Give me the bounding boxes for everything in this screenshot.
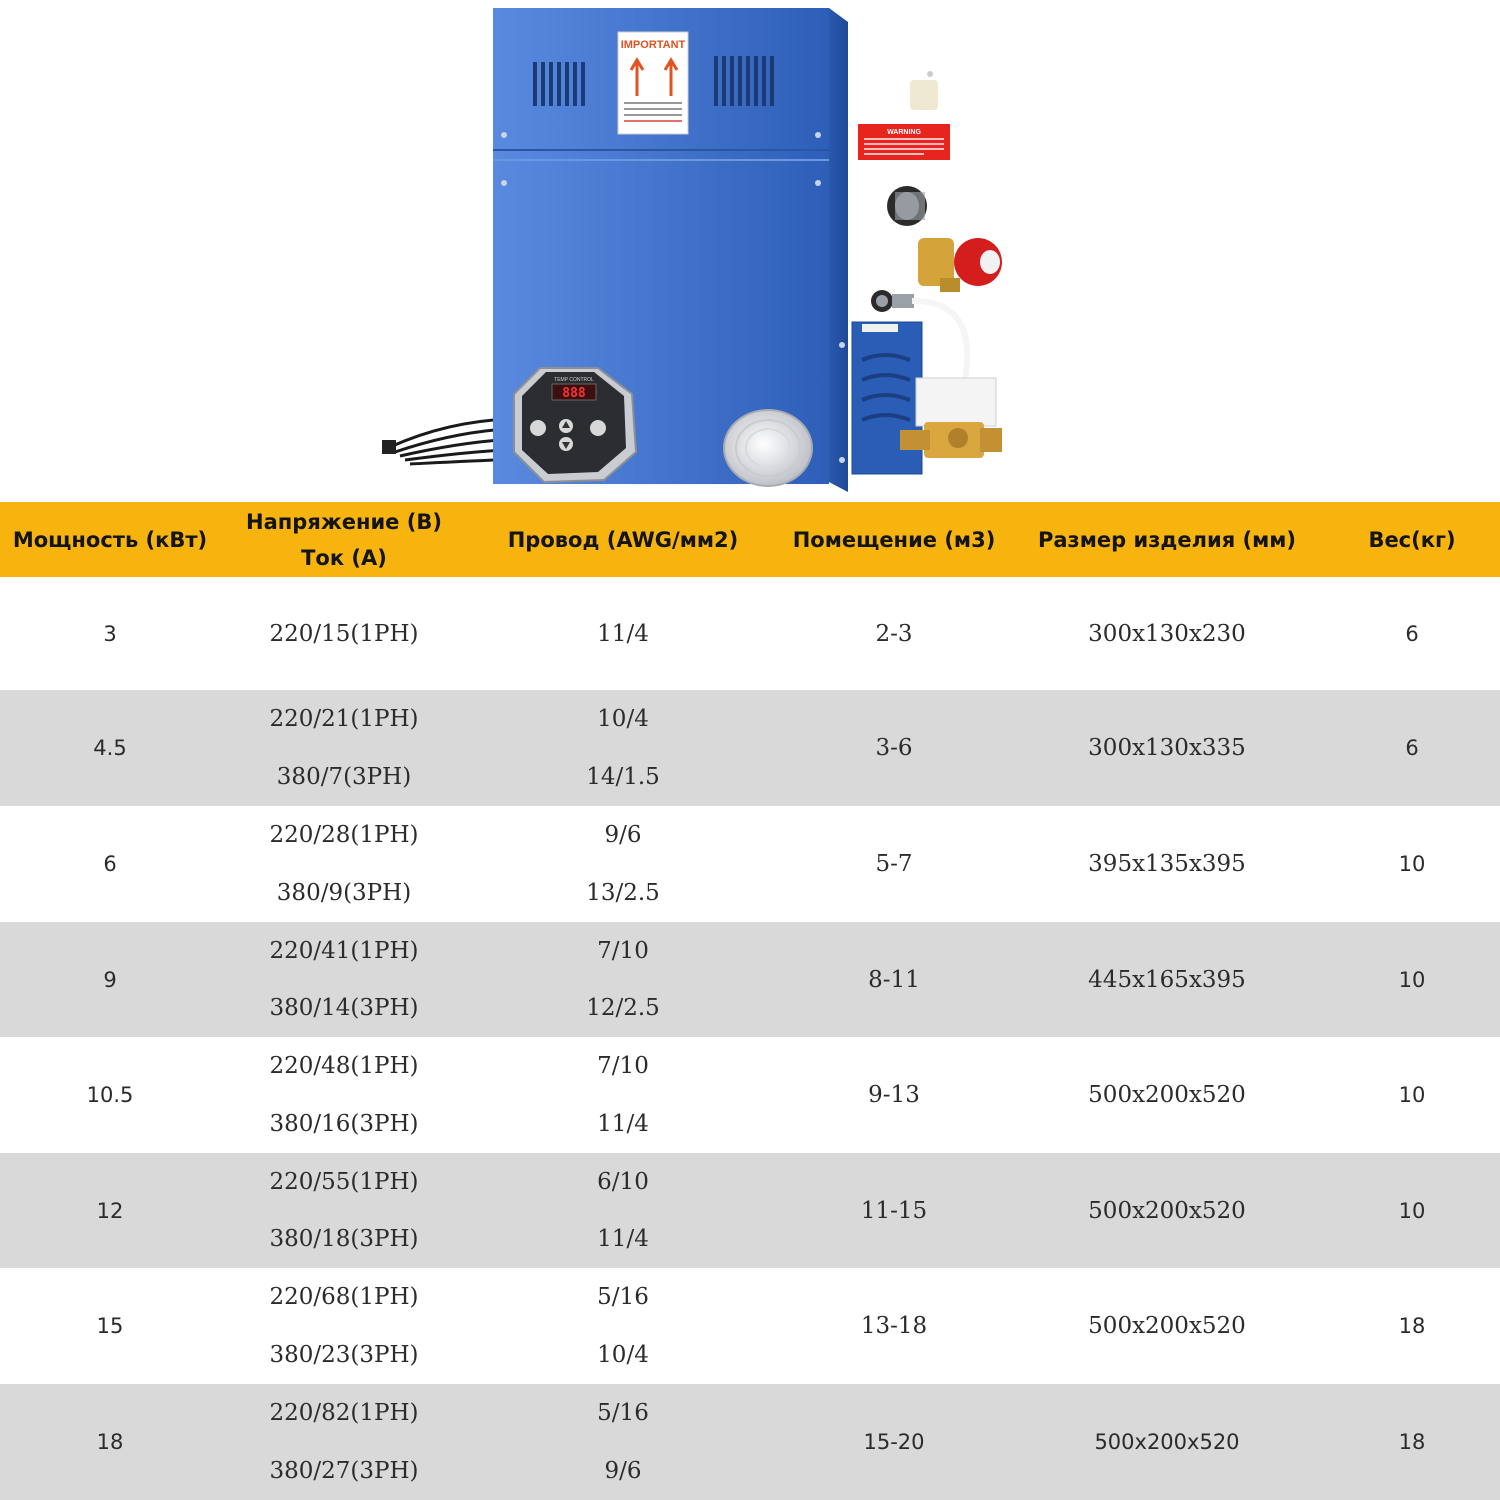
cell-wire-1ph: 5/16 xyxy=(597,1284,649,1310)
cell-voltage-1ph: 220/68(1PH) xyxy=(269,1284,419,1310)
cell-size: 500x200x520 xyxy=(1088,1197,1246,1224)
cell-voltage-1ph: 220/21(1PH) xyxy=(269,706,419,732)
cell-room: 13-18 xyxy=(860,1313,928,1339)
cell-voltage-1ph: 220/41(1PH) xyxy=(269,937,419,964)
cell-wire-1ph: 11/4 xyxy=(597,620,649,647)
cell-power: 6 xyxy=(103,852,117,876)
cell-size: 445x165x395 xyxy=(1088,966,1246,993)
cell-wire-1ph: 6/10 xyxy=(597,1168,649,1195)
cell-size: 395x135x395 xyxy=(1088,851,1246,877)
cell-power: 10.5 xyxy=(86,1083,134,1107)
steam-head-disk xyxy=(724,410,812,486)
cell-power: 4.5 xyxy=(93,736,127,760)
product-photo xyxy=(0,0,1500,500)
cell-weight: 10 xyxy=(1398,967,1426,992)
steam-generator-illustration xyxy=(0,0,1500,500)
cell-wire xyxy=(468,577,778,690)
table-row xyxy=(0,806,1500,922)
cell-voltage-3ph: 380/14(3PH) xyxy=(269,995,419,1022)
table-row xyxy=(0,1037,1500,1153)
table-row xyxy=(0,577,1500,690)
cell-wire-3ph: 10/4 xyxy=(597,1342,649,1368)
cell-power: 9 xyxy=(103,967,117,992)
cell-voltage-3ph: 380/27(3PH) xyxy=(269,1458,419,1484)
cell-wire-3ph: 13/2.5 xyxy=(586,880,660,906)
cell-power: 15 xyxy=(96,1314,124,1338)
cell-size: 500x200x520 xyxy=(1088,1082,1246,1108)
header-weight xyxy=(1324,502,1500,577)
cell-size: 300x130x335 xyxy=(1088,735,1246,761)
table-row xyxy=(0,922,1500,1037)
cell-voltage-1ph: 220/28(1PH) xyxy=(269,822,419,848)
cell-room: 2-3 xyxy=(875,620,913,647)
cell-wire xyxy=(468,1153,778,1268)
svg-text:WARNING: WARNING xyxy=(887,129,921,136)
header-size-label: Размер изделия (мм) xyxy=(1037,527,1297,552)
header-power xyxy=(0,502,220,577)
cell-voltage-1ph: 220/82(1PH) xyxy=(269,1400,419,1426)
header-voltage-label: Напряжение (В) xyxy=(246,509,442,534)
cell-weight: 18 xyxy=(1398,1430,1426,1454)
cell-wire xyxy=(468,1268,778,1384)
safety-valve xyxy=(918,238,1002,292)
cell-weight: 10 xyxy=(1398,852,1426,876)
cell-wire xyxy=(468,690,778,806)
table-header xyxy=(0,502,1500,577)
steam-outlet xyxy=(887,186,927,226)
header-weight-label: Вес(кг) xyxy=(1368,527,1456,552)
svg-text:TEMP CONTROL: TEMP CONTROL xyxy=(554,377,594,383)
cell-voltage-1ph: 220/48(1PH) xyxy=(269,1053,419,1079)
cell-voltage xyxy=(220,1384,468,1500)
cell-voltage xyxy=(220,577,468,690)
cell-room: 3-6 xyxy=(875,735,913,761)
svg-text:888: 888 xyxy=(562,386,586,401)
cell-voltage-3ph: 380/7(3PH) xyxy=(276,764,412,790)
cell-wire xyxy=(468,1384,778,1500)
table-row xyxy=(0,1384,1500,1500)
cell-wire-1ph: 5/16 xyxy=(597,1400,649,1426)
header-room-label: Помещение (м3) xyxy=(792,527,996,552)
important-label xyxy=(618,32,688,134)
cell-size: 300x130x230 xyxy=(1088,620,1246,647)
cell-wire-3ph: 9/6 xyxy=(604,1458,642,1484)
cell-voltage-3ph: 380/9(3PH) xyxy=(276,880,412,906)
cell-room: 5-7 xyxy=(875,851,913,877)
cell-voltage xyxy=(220,1268,468,1384)
cell-power: 3 xyxy=(103,621,117,646)
cell-voltage xyxy=(220,690,468,806)
header-room xyxy=(778,502,1010,577)
cell-room: 8-11 xyxy=(868,966,920,993)
cell-wire-1ph: 9/6 xyxy=(604,822,642,848)
cell-power: 18 xyxy=(96,1430,124,1454)
header-size xyxy=(1010,502,1324,577)
cell-wire-3ph: 14/1.5 xyxy=(586,764,660,790)
header-power-label: Мощность (кВт) xyxy=(12,527,208,552)
cell-voltage-3ph: 380/23(3PH) xyxy=(269,1342,419,1368)
cell-wire xyxy=(468,1037,778,1153)
cell-voltage xyxy=(220,922,468,1037)
cell-wire xyxy=(468,922,778,1037)
header-wire xyxy=(468,502,778,577)
header-wire-label: Провод (AWG/мм2) xyxy=(507,527,739,552)
water-inlet-fitting xyxy=(910,71,938,110)
cell-voltage xyxy=(220,1037,468,1153)
header-current-label: Ток (А) xyxy=(301,545,387,570)
cell-voltage-1ph: 220/55(1PH) xyxy=(269,1168,419,1195)
cell-weight: 18 xyxy=(1398,1314,1426,1338)
cell-voltage-1ph: 220/15(1PH) xyxy=(269,620,419,647)
cell-voltage-3ph: 380/16(3PH) xyxy=(269,1111,419,1137)
cell-weight: 6 xyxy=(1405,621,1419,646)
cell-weight: 10 xyxy=(1398,1083,1426,1107)
cell-wire-1ph: 7/10 xyxy=(597,1053,649,1079)
cell-wire-1ph: 7/10 xyxy=(597,937,649,964)
cell-size: 500x200x520 xyxy=(1094,1430,1240,1454)
header-voltage xyxy=(220,502,468,577)
cell-voltage xyxy=(220,806,468,922)
cell-weight: 6 xyxy=(1405,736,1419,760)
cell-power: 12 xyxy=(96,1198,124,1223)
cell-voltage-3ph: 380/18(3PH) xyxy=(269,1226,419,1253)
table-row xyxy=(0,690,1500,806)
warning-label xyxy=(858,124,950,160)
cell-wire-3ph: 11/4 xyxy=(597,1111,649,1137)
cell-size: 500x200x520 xyxy=(1088,1313,1246,1339)
cell-wire xyxy=(468,806,778,922)
table-row xyxy=(0,1153,1500,1268)
cell-wire-3ph: 12/2.5 xyxy=(586,995,660,1022)
cell-room: 15-20 xyxy=(863,1430,925,1454)
temperature-control-panel xyxy=(514,368,636,482)
cell-wire-1ph: 10/4 xyxy=(597,706,649,732)
table-row xyxy=(0,1268,1500,1384)
svg-text:IMPORTANT: IMPORTANT xyxy=(620,39,686,51)
cell-wire-3ph: 11/4 xyxy=(597,1226,649,1253)
spec-table xyxy=(0,502,1500,1500)
cell-room: 9-13 xyxy=(868,1082,920,1108)
cell-voltage xyxy=(220,1153,468,1268)
cell-weight: 10 xyxy=(1398,1198,1426,1223)
cell-room: 11-15 xyxy=(860,1197,928,1224)
